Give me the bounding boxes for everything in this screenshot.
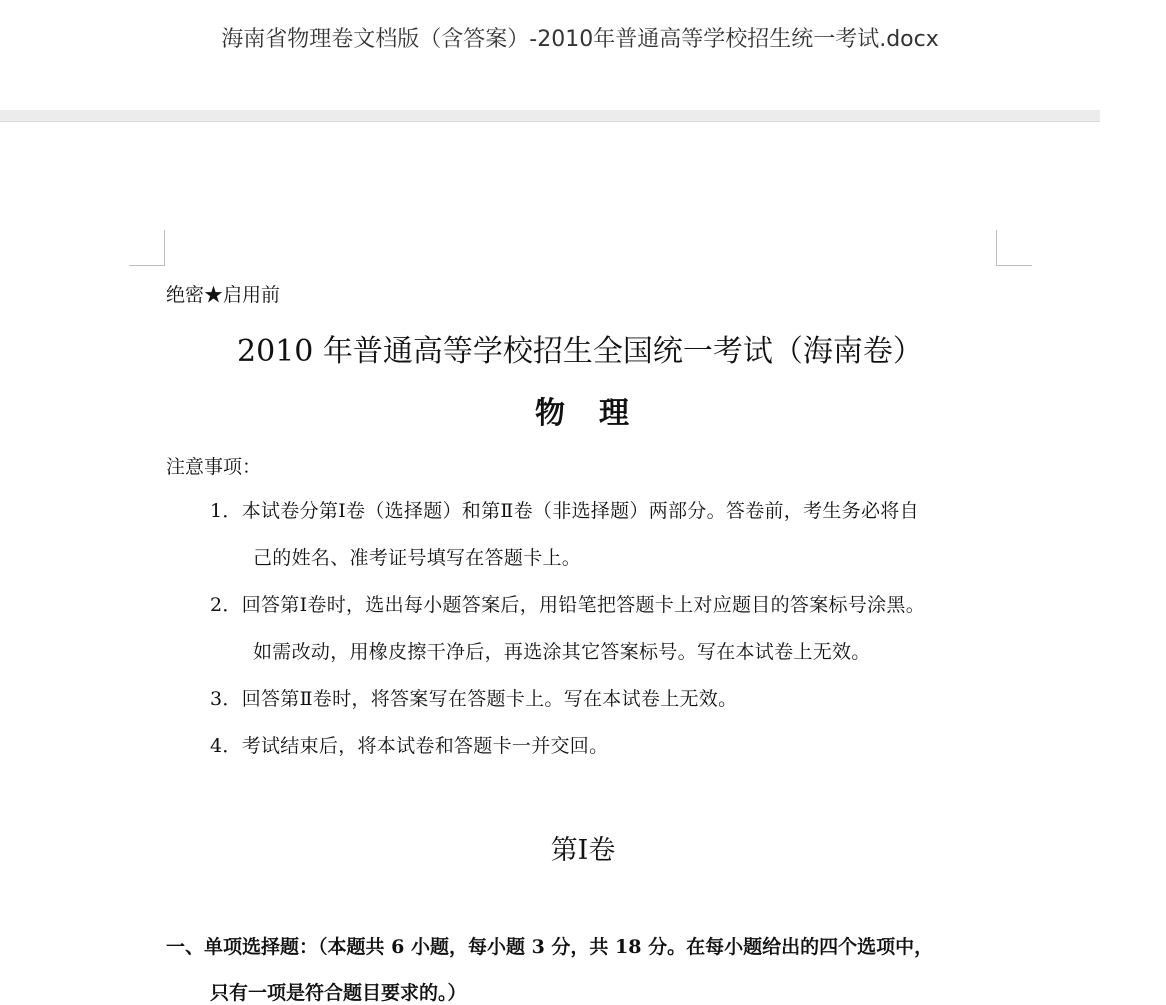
crop-mark-top-left xyxy=(129,230,165,266)
crop-mark-top-right xyxy=(996,230,1032,266)
volume-heading: 第Ⅰ卷 xyxy=(550,835,616,866)
note-3-line-1: 3．回答第Ⅱ卷时，将答案写在答题卡上。写在本试卷上无效。 xyxy=(210,688,738,710)
note-4-line-1: 4．考试结束后，将本试卷和答题卡一并交回。 xyxy=(210,735,609,757)
note-2-line-1: 2．回答第Ⅰ卷时，选出每小题答案后，用铅笔把答题卡上对应题目的答案标号涂黑。 xyxy=(210,594,925,616)
page-separator xyxy=(0,110,1100,122)
exam-title: 2010 年普通高等学校招生全国统一考试（海南卷） xyxy=(237,334,923,369)
document-page xyxy=(0,122,1100,1004)
document-title: 海南省物理卷文档版（含答案）-2010年普通高等学校招生统一考试.docx xyxy=(221,27,939,52)
note-1-line-2: 己的姓名、准考证号填写在答题卡上。 xyxy=(253,547,582,569)
note-2-line-2: 如需改动，用橡皮擦干净后，再选涂其它答案标号。写在本试卷上无效。 xyxy=(253,641,871,663)
notes-title: 注意事项： xyxy=(166,456,262,478)
title-bar xyxy=(0,0,1100,110)
note-1-line-1: 1．本试卷分第Ⅰ卷（选择题）和第Ⅱ卷（非选择题）两部分。答卷前，考生务必将自 xyxy=(210,500,919,522)
section-heading-line-1: 一、单项选择题：（本题共 6 小题，每小题 3 分，共 18 分。在每小题给出的四个选项中， xyxy=(166,936,934,958)
section-heading-line-2: 只有一项是符合题目要求的。） xyxy=(210,982,467,1004)
subject-heading: 物 理 xyxy=(535,396,631,431)
secret-label: 绝密★启用前 xyxy=(166,284,281,306)
